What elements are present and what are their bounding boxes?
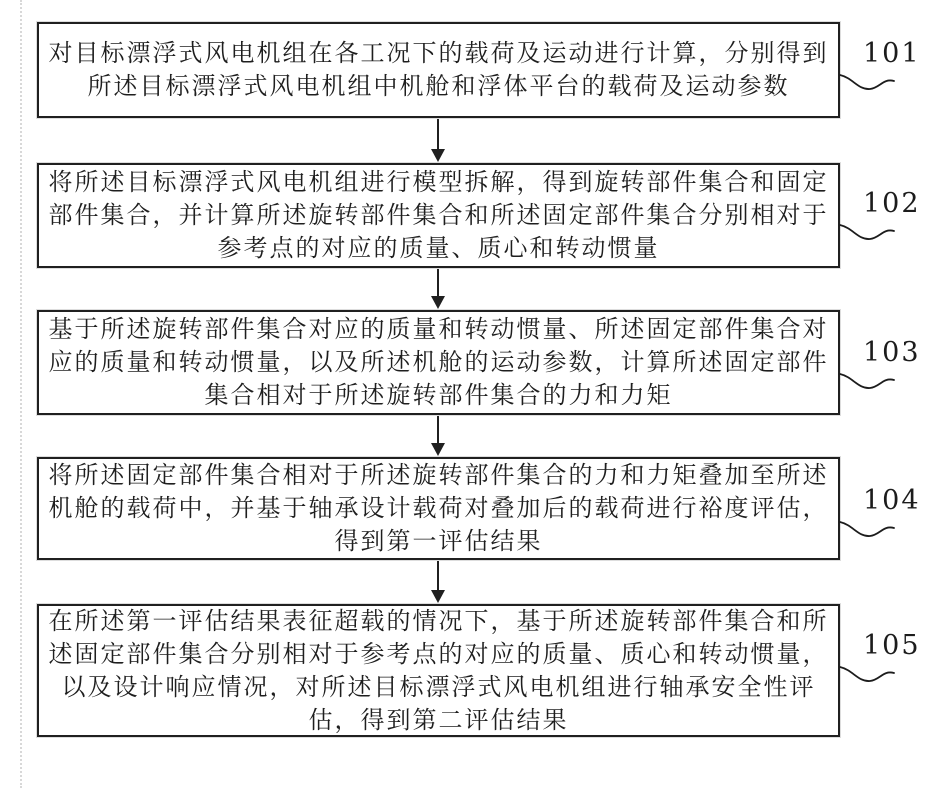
down-arrow-icon [430,269,445,309]
arrow-head [431,443,445,456]
arrow-head [431,590,445,603]
flow-step-2 [37,163,840,268]
reference-number: 102 [863,188,921,219]
flow-step-3-text: 基于所述旋转部件集合对应的质量和转动惯量、所述固定部件集合对 应的质量和转动惯量，以及所述机舱的运动参数，计算所述固定部件 集合相对于所述旋转部件集合的力和力矩 [48,315,829,409]
flow-step-5 [37,604,840,737]
arrow-shaft [437,269,439,296]
arrow-shaft [437,416,439,443]
flow-step-2-text: 将所述目标漂浮式风电机组进行模型拆解，得到旋转部件集合和固定 部件集合，并计算所述旋转部件集合和所述固定部件集合分别相对于 参考点的对应的质量、质心和转动惯量 [48,168,829,262]
flow-step-3 [37,310,840,415]
reference-label-105 [839,630,921,687]
flow-step-1 [37,22,840,118]
down-arrow-icon [430,119,445,162]
reference-connector-line [839,661,897,687]
down-arrow-icon [430,416,445,456]
arrow-shaft [437,561,439,590]
scan-artifact-line [20,0,22,788]
reference-number: 105 [863,630,921,661]
flow-step-5-text: 在所述第一评估结果表征超载的情况下，基于所述旋转部件集合和所 述固定部件集合分别相对于参考点的对应的质量、质心和转动惯量， 以及设计响应情况，对所述目标漂浮式风电机组进行轴承安全性评 估，得到第二评估结果 [48,606,829,734]
reference-connector-line [839,69,897,95]
flow-step-4-text: 将所述固定部件集合相对于所述旋转部件集合的力和力矩叠加至所述 机舱的载荷中，并基于轴承设计载荷对叠加后的载荷进行裕度评估， 得到第一评估结果 [48,461,829,555]
reference-label-104 [839,485,921,542]
reference-number: 103 [863,337,921,368]
reference-number: 104 [863,485,921,516]
reference-connector-line [839,219,897,245]
reference-label-103 [839,337,921,394]
reference-connector-line [839,368,897,394]
flow-step-1-text: 对目标漂浮式风电机组在各工况下的载荷及运动进行计算，分别得到 所述目标漂浮式风电机组中机舱和浮体平台的载荷及运动参数 [48,39,829,100]
flow-step-4 [37,457,840,560]
reference-connector-line [839,516,897,542]
reference-number: 101 [863,38,921,69]
reference-label-102 [839,188,921,245]
arrow-shaft [437,119,439,149]
arrow-head [431,149,445,162]
down-arrow-icon [430,561,445,603]
arrow-head [431,296,445,309]
reference-label-101 [839,38,921,95]
